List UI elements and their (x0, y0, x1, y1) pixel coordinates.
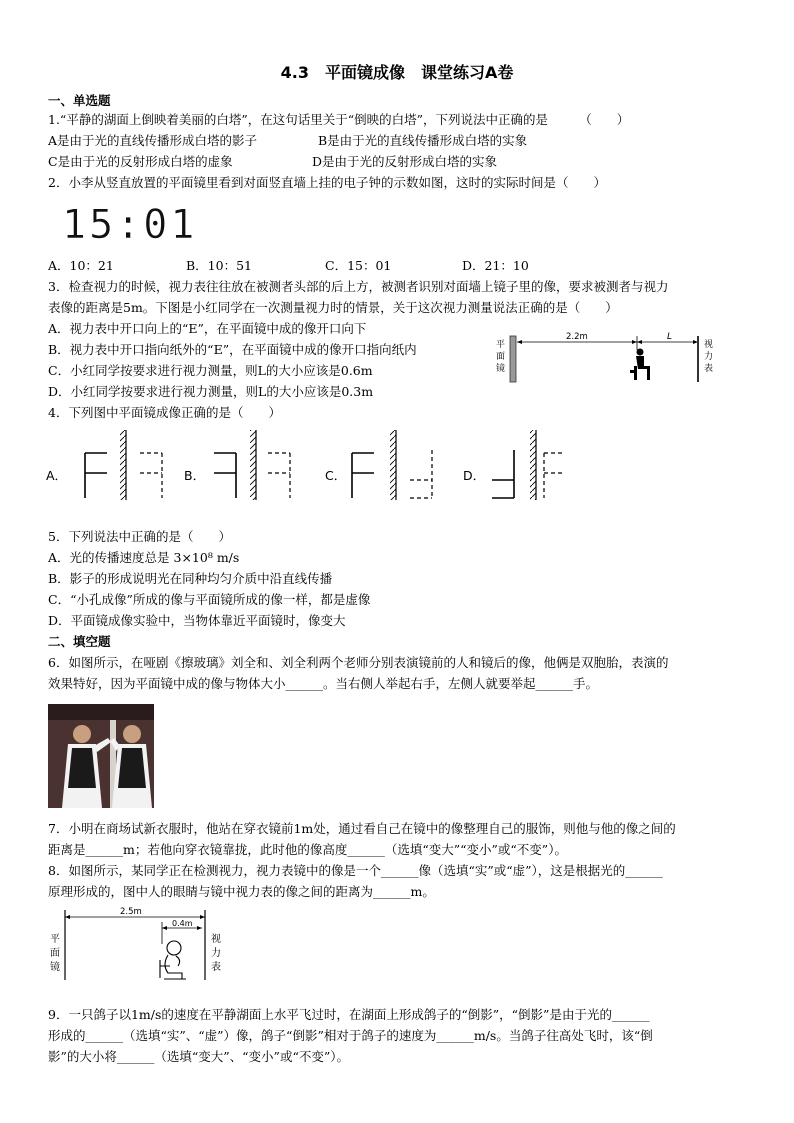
q3-option-b: B．视力表中开口指向纸外的“E”，在平面镜中成的像开口指向纸内 (48, 342, 417, 357)
digital-clock-image: 15:01 (62, 202, 198, 248)
q1-option-a: A是由于光的直线传播形成白塔的影子 (48, 133, 258, 148)
q2-option-a: A．10：21 (48, 258, 114, 273)
q4-label-b: B． (184, 468, 206, 483)
q3-fig-chart-label-3: 表 (704, 364, 714, 374)
q5-option-d: D．平面镜成像实验中，当物体靠近平面镜时，像变大 (48, 613, 346, 628)
q4-label-a: A． (46, 468, 68, 483)
q3-fig-distance-label: 2.2m (566, 332, 588, 342)
q8-fig-distance-04: 0.4m (172, 919, 193, 928)
q7-line1: 7．小明在商场试新衣服时，他站在穿衣镜前1m处，通过看自己在镜中的像整理自己的服饰，则他与他的像之间的 (48, 821, 676, 836)
q7-line2: 距离是______m；若他向穿衣镜靠拢，此时他的像高度______（选填“变大”“变小”或“不变”）。 (48, 842, 567, 857)
q1-option-c: C是由于光的反射形成白塔的虚象 (48, 154, 233, 169)
q8-fig-chart-label-2: 力 (211, 948, 221, 959)
q1-stem: 1.“平静的湖面上倒映着美丽的白塔”，在这句话里关于“倒映的白塔”，下列说法中正确的是 （ ） (48, 112, 630, 127)
q9-line2: 形成的______（选填“实”、“虚”）像，鸽子“倒影”相对于鸽子的速度为______m/s。当鸽子往高处飞时，该“倒 (48, 1028, 653, 1043)
q3-stem-line2: 表像的距离是5m。下图是小红同学在一次测量视力时的情景，关于这次视力测量说法正确的是（ ） (48, 300, 618, 315)
q4-option-a-diagram (85, 430, 162, 500)
q4-option-b-diagram (214, 430, 290, 500)
q6-line1: 6．如图所示，在哑剧《擦玻璃》刘全和、刘全利两个老师分别表演镜前的人和镜后的像，他俩是双胞胎，表演的 (48, 655, 669, 670)
q3-option-d: D．小红同学按要求进行视力测量，则L的大小应该是0.3m (48, 384, 374, 399)
q4-label-c: C． (325, 468, 347, 483)
q8-line2: 原理形成的，图中人的眼睛与镜中视力表的像之间的距离为______m。 (48, 884, 435, 899)
q3-fig-chart-label-2: 力 (704, 352, 714, 362)
q4-option-c-diagram (352, 430, 432, 500)
q2-option-d: D．21：10 (462, 258, 529, 273)
page-title: 4.3 平面镜成像 课堂练习A卷 (280, 63, 514, 82)
q9-line3: 影”的大小将______（选填“变大”、“变小”或“不变”）。 (48, 1049, 349, 1064)
q3-option-a: A．视力表中开口向上的“E”，在平面镜中成的像开口向下 (48, 321, 367, 336)
q3-vision-test-figure (490, 330, 730, 386)
q1-option-d: D是由于光的反射形成白塔的实象 (312, 154, 498, 169)
q5-option-c: C．“小孔成像”所成的像与平面镜所成的像一样，都是虚像 (48, 592, 371, 607)
q4-mirror-options-figure (40, 425, 580, 505)
q8-fig-chart-label-3: 表 (211, 962, 221, 973)
q3-stem-line1: 3．检查视力的时候，视力表往往放在被测者头部的后上方，被测者识别对面墙上镜子里的像，要求被测者与视力 (48, 279, 669, 294)
q8-fig-seated-person (160, 941, 186, 979)
q8-vision-test-figure (48, 904, 238, 984)
q8-line1: 8．如图所示，某同学正在检测视力，视力表镜中的像是一个______像（选填“实”或“虚”），这是根据光的______ (48, 863, 663, 878)
q3-option-c: C．小红同学按要求进行视力测量，则L的大小应该是0.6m (48, 363, 373, 378)
q8-fig-mirror-label-2: 面 (50, 948, 60, 959)
q8-fig-mirror-label-3: 镜 (50, 962, 60, 973)
q9-line1: 9．一只鸽子以1m/s的速度在平静湖面上水平飞过时，在湖面上形成鸽子的“倒影”，“倒影”是由于光的______ (48, 1007, 650, 1022)
q3-fig-L-label: L (667, 332, 673, 342)
section-single-choice: 一、单选题 (48, 93, 111, 108)
q5-option-b: B．影子的形成说明光在同种均匀介质中沿直线传播 (48, 571, 333, 586)
q3-fig-mirror-label-2: 面 (496, 352, 506, 362)
q2-stem: 2．小李从竖直放置的平面镜里看到对面竖直墙上挂的电子钟的示数如图，这时的实际时间是（ ） (48, 175, 606, 190)
q3-fig-mirror-label-3: 镜 (496, 364, 506, 374)
q4-option-d-diagram (492, 430, 564, 500)
q3-fig-mirror-label-1: 平 (496, 340, 506, 350)
q3-fig-seated-person (630, 349, 650, 381)
q2-option-c: C．15：01 (325, 258, 392, 273)
q6-line2: 效果特好，因为平面镜中成的像与物体大小______。当右侧人举起右手，左侧人就要举起______手。 (48, 676, 599, 691)
q3-fig-mirror (510, 336, 516, 382)
section-fill-blank: 二、填空题 (48, 634, 111, 649)
q5-stem: 5．下列说法中正确的是（ ） (48, 529, 231, 544)
q8-fig-mirror-label-1: 平 (50, 934, 60, 945)
q8-fig-chart-label-1: 视 (211, 934, 221, 945)
q4-label-d: D． (463, 468, 486, 483)
q2-option-b: B．10：51 (186, 258, 252, 273)
q5-option-a: A．光的传播速度总是 3×10⁸ m/s (48, 550, 240, 565)
q6-mime-performance-photo (48, 704, 154, 808)
q1-option-b: B是由于光的直线传播形成白塔的实象 (318, 133, 528, 148)
q4-stem: 4．下列图中平面镜成像正确的是（ ） (48, 405, 281, 420)
q3-fig-chart-label-1: 视 (704, 340, 714, 350)
q8-fig-distance-25: 2.5m (120, 907, 142, 917)
